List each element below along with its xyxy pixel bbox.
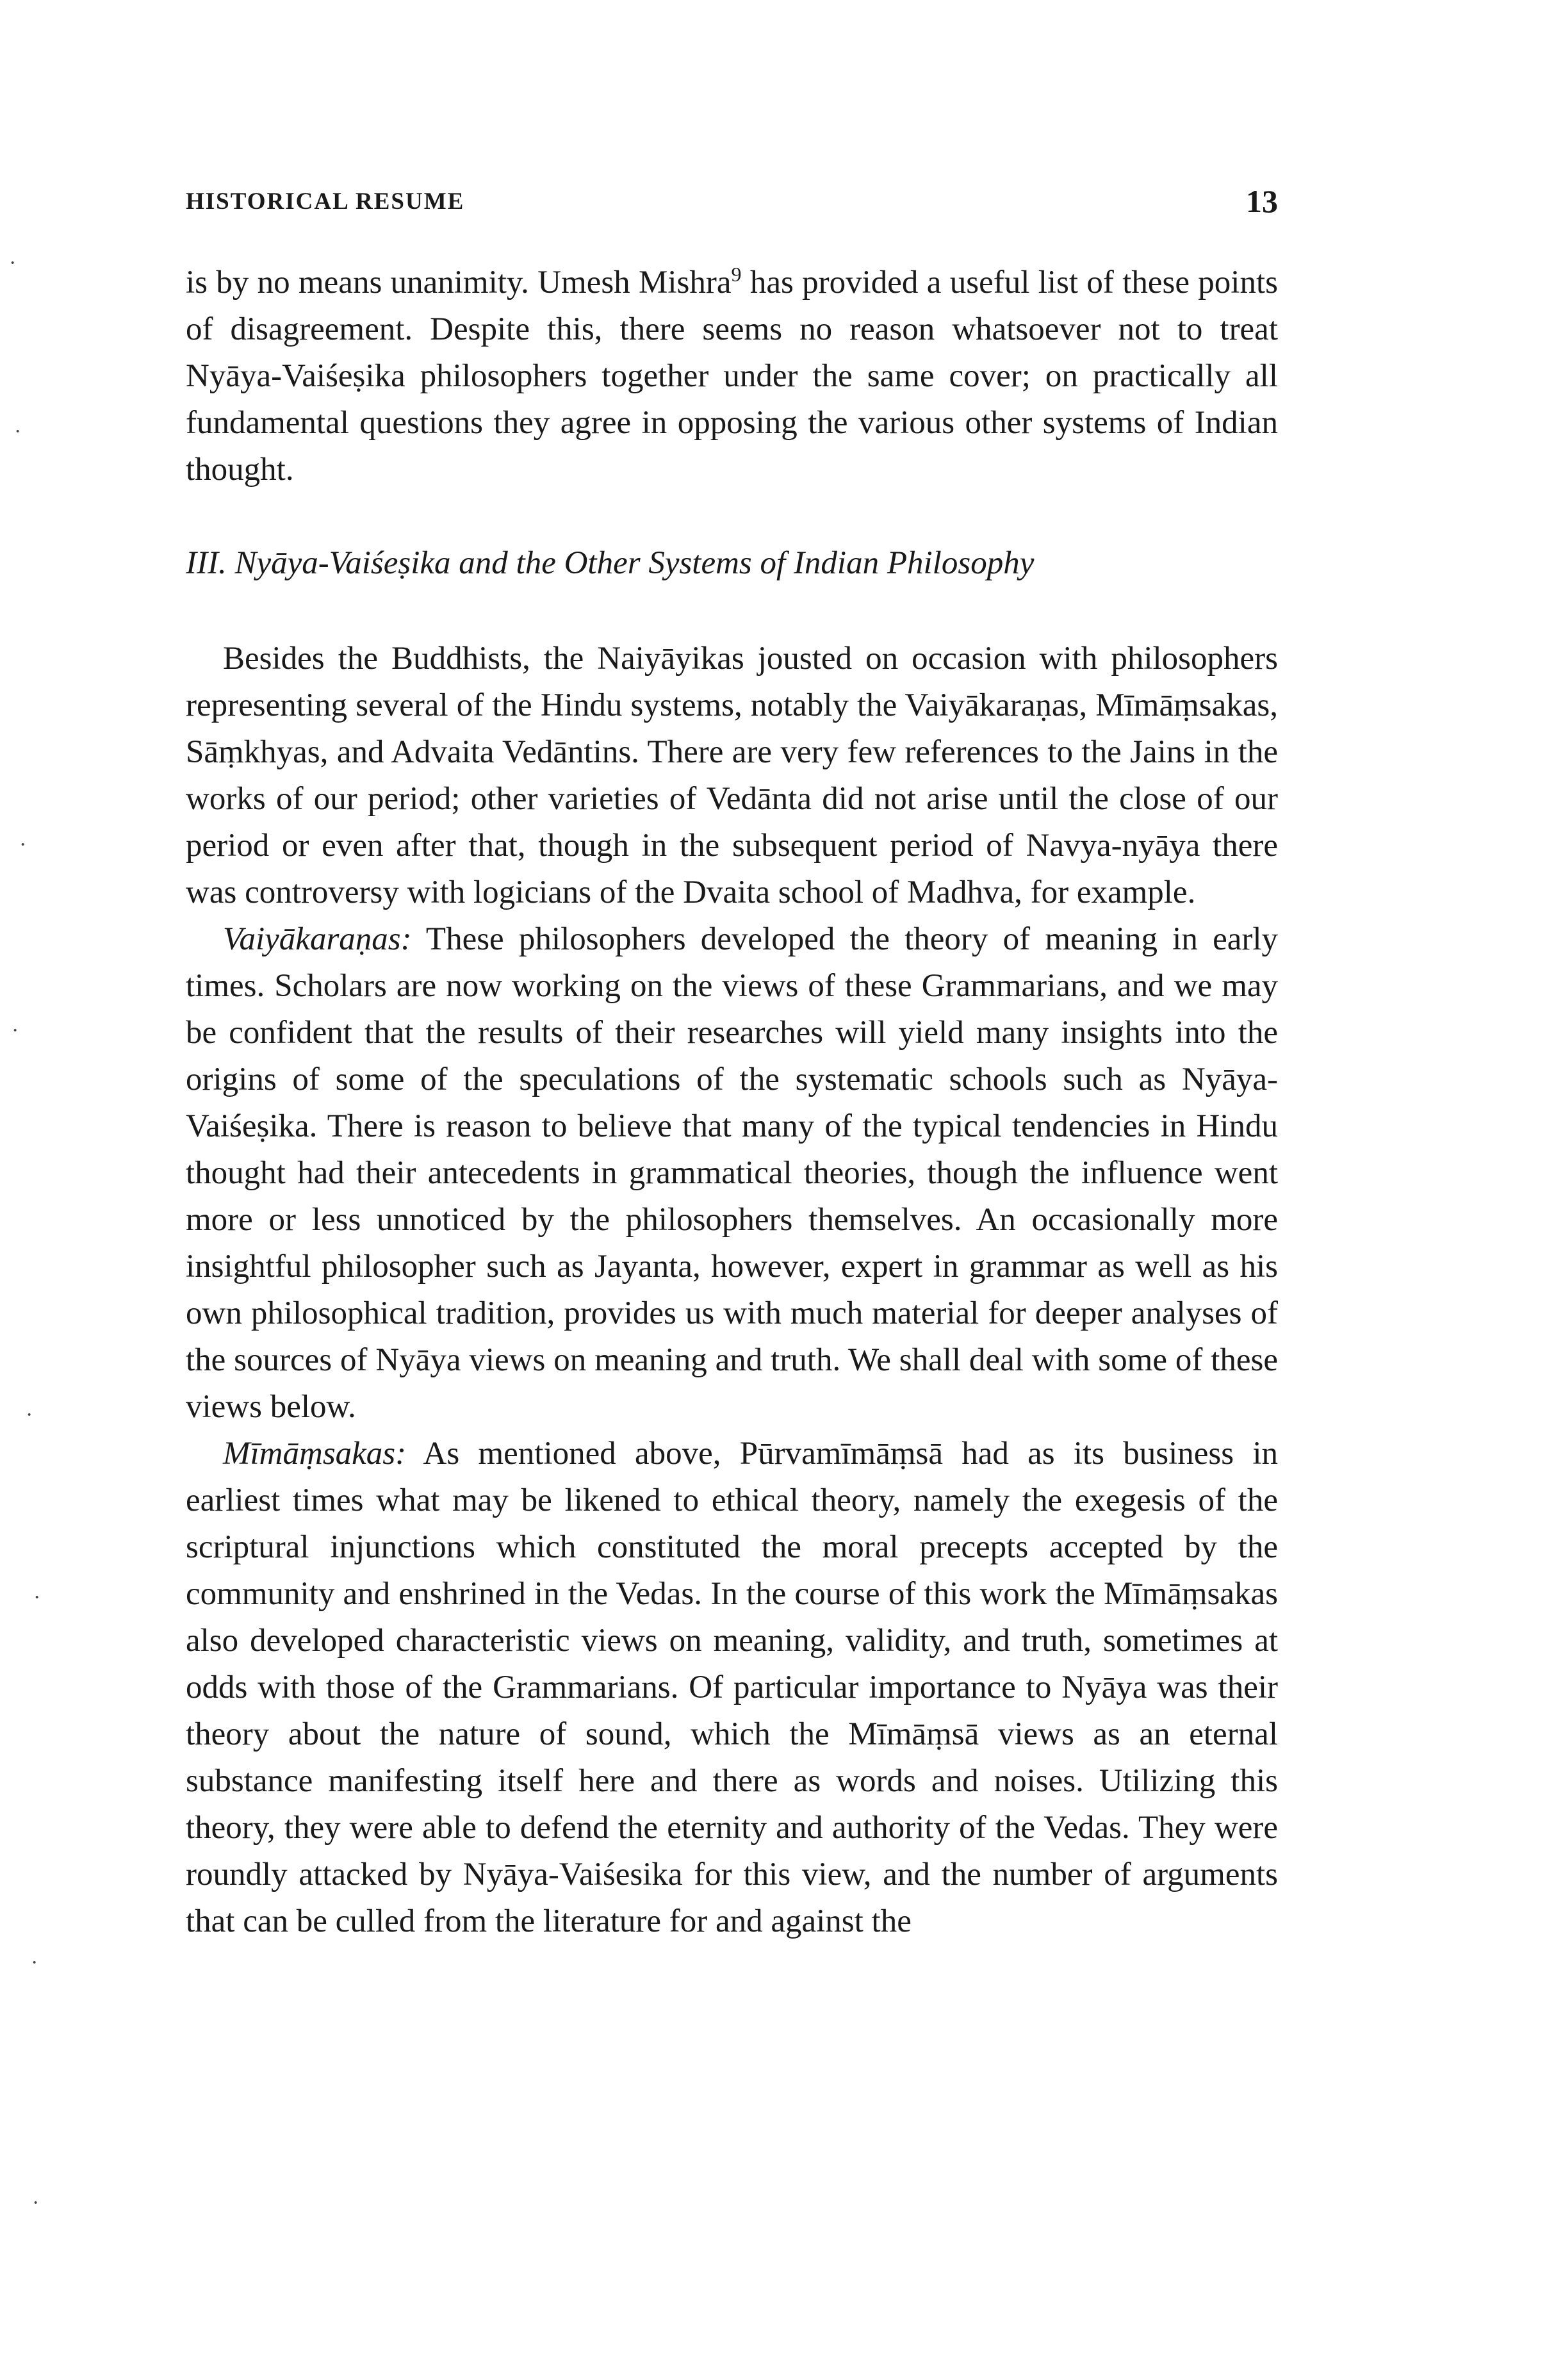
page-number: 13: [1246, 183, 1278, 219]
term-vaiyakaranas: Vaiyākaraṇas:: [223, 921, 412, 957]
paragraph-mimamsakas: [186, 1431, 1278, 1945]
running-title: HISTORICAL RESUME: [186, 188, 465, 215]
paragraph-vaiyakaranas-text: These philosophers developed the theory of meaning in early times. Scholars are now working on the views of these Grammarians, and we may be confident that the results of their researches will yield many insights into the origins of some of the speculations of the systematic schools such as Nyāya-Vaiśeṣika. There is reason to believe that many of the typical tendencies in Hindu thought had their antecedents in grammatical theories, though the influence went more or less unnoticed by the philosophers themselves. An occasionally more insightful philosopher such as Jayanta, however, expert in grammar as well as his own philosophical tradition, provides us with much material for deeper analyses of the sources of Nyāya views on meaning and truth. We shall deal with some of these views below.: [186, 921, 1278, 1425]
paragraph-buddhists: Besides the Buddhists, the Naiyāyikas jousted on occasion with philosophers representing several of the Hindu systems, notably the Vaiyākaraṇas, Mīmāṃsakas, Sāṃkhyas, and Advaita Vedāntins. There are very few references to the Jains in the works of our period; other varieties of Vedānta did not arise until the close of our period or even after that, though in the subsequent period of Navya-nyāya there was controversy with logicians of the Dvaita school of Madhva, for example.: [186, 641, 1278, 910]
left-margin-scan-marks: [0, 0, 77, 2380]
intro-paragraph: [186, 259, 1278, 493]
scan-speck-mark: ·: [9, 251, 17, 275]
paragraph-mimamsakas-text: As mentioned above, Pūrvamīmāṃsā had as its business in earliest times what may be likened to ethical theory, namely the exegesis of the scriptural injunctions which constituted the moral precepts accepted by the community and enshrined in the Vedas. In the course of this work the Mīmāṃsakas also developed characteristic views on meaning, validity, and truth, sometimes at odds with those of the Grammarians. Of particular importance to Nyāya was their theory about the nature of sound, which the Mīmāṃsā views as an eternal substance manifesting itself here and there as words and noises. Utilizing this theory, they were able to defend the eternity and authority of the Vedas. They were roundly attacked by Nyāya-Vaiśesika for this view, and the number of arguments that can be culled from the literature for and against the: [186, 1436, 1278, 1939]
intro-paragraph-text: [186, 259, 1278, 493]
scan-speck-mark: ·: [19, 833, 27, 857]
term-mimamsakas: Mīmāṃsakas:: [223, 1436, 407, 1472]
section-body: [186, 636, 1278, 1945]
paragraph-vaiyakaranas: [186, 916, 1278, 1431]
scan-speck-mark: ·: [32, 2191, 40, 2215]
scan-speck-mark: ·: [26, 1403, 33, 1427]
intro-text-after-note: has provided a useful list of these points of disagreement. Despite this, there seems no reason whatsoever not to treat Nyāya-Vaiśeṣika philosophers together under the same cover; on practically all fundamental questions they agree in opposing the various other systems of Indian thought.: [186, 265, 1278, 488]
scan-speck-mark: ·: [12, 1019, 19, 1042]
scan-speck-mark: ·: [33, 1586, 41, 1609]
scan-speck-mark: ·: [14, 420, 22, 443]
running-head: [186, 183, 1278, 227]
intro-text-before-note: is by no means unanimity. Umesh Mishra: [186, 265, 732, 300]
footnote-marker: 9: [731, 263, 742, 286]
section-heading: III. Nyāya-Vaiśeṣika and the Other Systems of Indian Philosophy: [186, 545, 1035, 581]
scan-speck-mark: ·: [31, 1951, 38, 1974]
